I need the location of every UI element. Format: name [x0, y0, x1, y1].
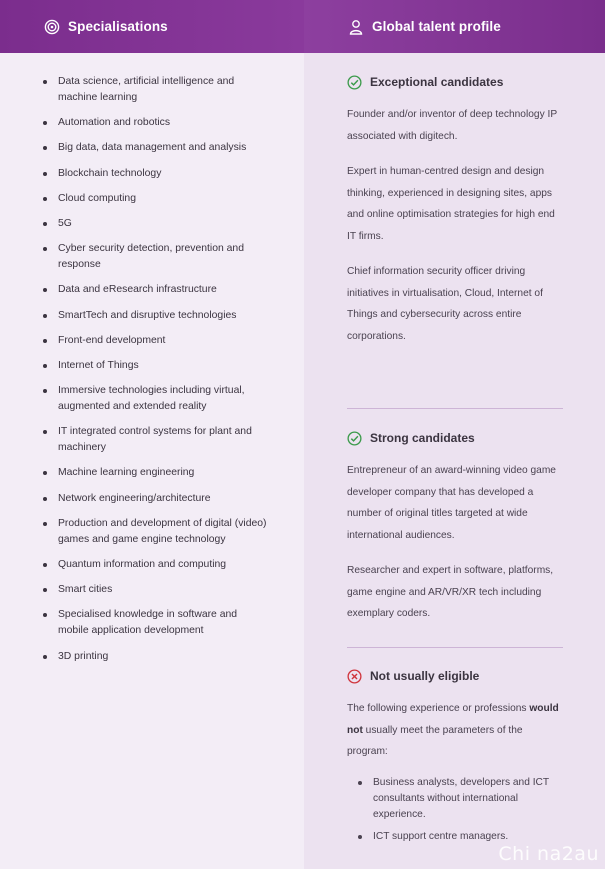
specialisation-item: Quantum information and computing	[40, 557, 270, 573]
strong-section	[347, 429, 565, 639]
not-eligible-item: ICT support centre managers.	[355, 829, 565, 845]
cross-circle-icon	[347, 669, 362, 684]
watermark-text: Chi na2au	[498, 843, 599, 865]
specialisation-item: Automation and robotics	[40, 115, 270, 131]
specialisations-title: Specialisations	[68, 19, 168, 34]
not-eligible-title: Not usually eligible	[370, 669, 480, 683]
specialisation-item: Blockchain technology	[40, 166, 270, 182]
not-eligible-list	[355, 775, 565, 845]
strong-title: Strong candidates	[370, 431, 475, 445]
exceptional-paragraph: Expert in human-centred design and design thinking, experienced in designing sites, apps and online optimisation strategies for high end IT firms.	[347, 166, 555, 242]
specialisation-item: Data and eResearch infrastructure	[40, 282, 270, 298]
specialisation-item: Cloud computing	[40, 191, 270, 207]
exceptional-paragraph: Founder and/or inventor of deep technology IP associated with digitech.	[347, 109, 557, 142]
exceptional-heading	[347, 73, 565, 91]
specialisation-item: Cyber security detection, prevention and response	[40, 241, 270, 273]
not-eligible-heading	[347, 667, 565, 685]
check-circle-icon	[347, 431, 362, 446]
specialisation-item: 5G	[40, 216, 270, 232]
global-talent-title: Global talent profile	[372, 19, 501, 34]
target-icon	[44, 19, 60, 35]
specialisation-item: Immersive technologies including virtual, augmented and extended reality	[40, 383, 270, 415]
not-eligible-section	[347, 667, 565, 851]
strong-heading	[347, 429, 565, 447]
exceptional-title: Exceptional candidates	[370, 75, 504, 89]
specialisation-item: Front-end development	[40, 333, 270, 349]
exceptional-section	[347, 73, 565, 361]
not-eligible-intro: The following experience or professions would not usually meet the parameters of the program:	[347, 703, 559, 757]
specialisations-header	[0, 0, 304, 53]
specialisation-item: Big data, data management and analysis	[40, 140, 270, 156]
divider	[347, 647, 563, 648]
strong-paragraph: Entrepreneur of an award-winning video game developer company that has developed a number of original titles targeted at wide international audiences.	[347, 465, 556, 541]
specialisation-item: Smart cities	[40, 582, 270, 598]
global-talent-header	[304, 0, 605, 53]
divider	[347, 408, 563, 409]
specialisations-list	[40, 74, 270, 674]
not-eligible-item: Business analysts, developers and ICT consultants without international experience.	[355, 775, 565, 823]
exceptional-paragraph: Chief information security officer driving initiatives in virtualisation, Cloud, Internet of Things and cybersecurity across entire corporations.	[347, 266, 543, 342]
person-icon	[348, 19, 364, 35]
specialisation-item: Machine learning engineering	[40, 465, 270, 481]
specialisation-item: IT integrated control systems for plant and machinery	[40, 424, 270, 456]
strong-paragraph: Researcher and expert in software, platforms, game engine and AR/VR/XR tech including exemplary coders.	[347, 565, 554, 619]
specialisation-item: Network engineering/architecture	[40, 491, 270, 507]
check-circle-icon	[347, 75, 362, 90]
specialisation-item: Production and development of digital (video) games and game engine technology	[40, 516, 270, 548]
specialisation-item: 3D printing	[40, 649, 270, 665]
specialisation-item: SmartTech and disruptive technologies	[40, 308, 270, 324]
specialisation-item: Specialised knowledge in software and mobile application development	[40, 607, 270, 639]
specialisation-item: Data science, artificial intelligence and machine learning	[40, 74, 270, 106]
specialisation-item: Internet of Things	[40, 358, 270, 374]
